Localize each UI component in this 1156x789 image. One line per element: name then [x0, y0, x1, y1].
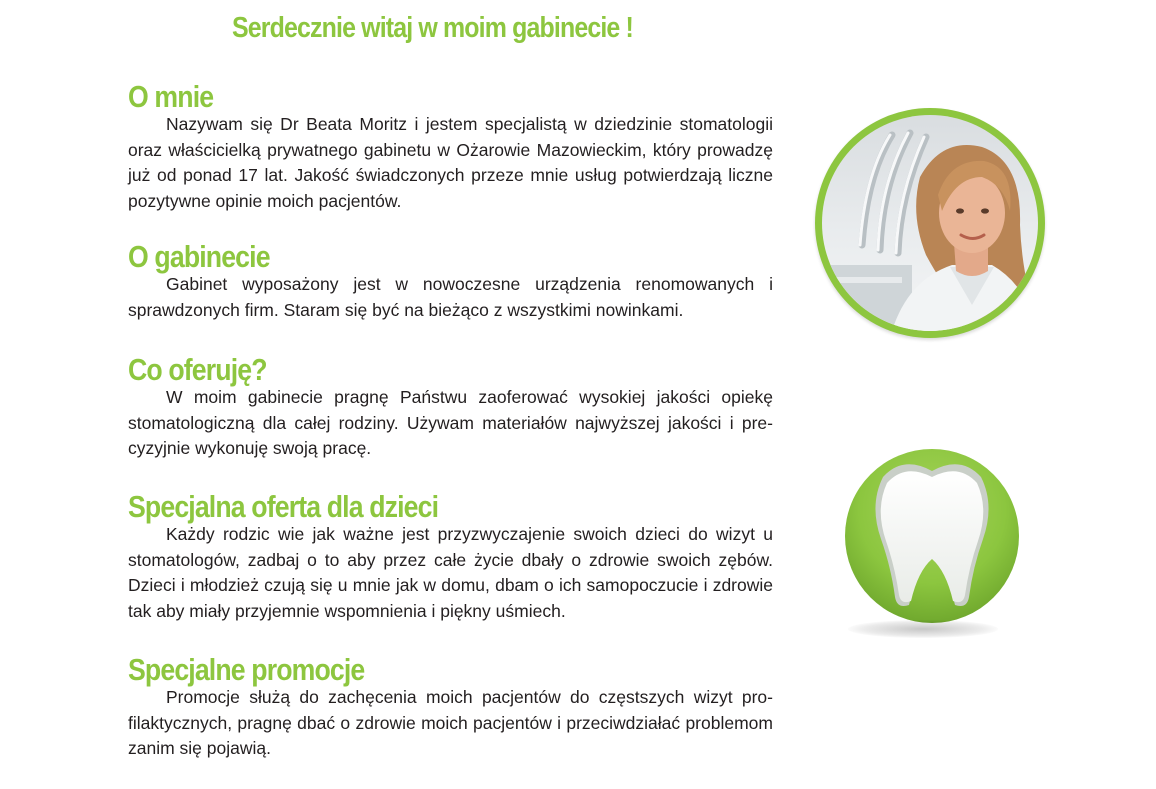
- section-text-about: Nazywam się Dr Beata Moritz i jestem specjalistą w dziedzinie stomatologii oraz właścicielką prywatnego gabinetu w Ożarowie Mazowieckim, który prowadzę już od ponad 17 lat. Jakość świadczonych przeze mnie usług potwierdzają liczne pozytywne opinie moich pacjentów.: [128, 114, 773, 211]
- section-offer: [128, 352, 773, 462]
- section-office: [128, 239, 773, 323]
- tooth-icon: [843, 447, 1021, 625]
- section-kids-offer: [128, 489, 773, 624]
- dentist-portrait-illustration: [822, 115, 1038, 331]
- section-heading-about: O mnie: [128, 79, 214, 114]
- tooth-badge-shadow: [848, 620, 998, 638]
- section-text-kids-offer: Każdy rodzic wie jak ważne jest przyzwyczajenie swoich dzieci do wizyt u stomatologów, zadbaj o to aby przez całe życie dbały o zdrowie swoich zębów. Dzieci i młodzież czują się u mnie jak w domu, dbam o ich samopoczucie i zdrowie tak aby miały przyjemnie wspomnienia i piękny uśmiech.: [128, 524, 773, 621]
- section-about: [128, 79, 773, 214]
- section-text-promotions: Promocje służą do zachęcenia moich pacjentów do częstszych wizyt profilaktycznych, pragnę dbać o zdrowie moich pacjentów i przeciwdziałać problemom zanim się pojawią.: [128, 687, 773, 758]
- section-text-offer: W moim gabinecie pragnę Państwu zaoferować wysokiej jakości opiekę stomatologiczną dla całej rodziny. Używam materiałów najwyższej jakości i precyzyjnie wykonuję swoją pracę.: [128, 387, 773, 458]
- section-text-office: Gabinet wyposażony jest w nowoczesne urządzenia renomowanych i sprawdzonych firm. Staram się być na bieżąco z wszystkimi nowinkami.: [128, 274, 773, 320]
- section-heading-kids-offer: Specjalna oferta dla dzieci: [128, 489, 439, 524]
- section-promotions: [128, 652, 773, 762]
- section-heading-promotions: Specjalne promocje: [128, 652, 365, 687]
- dentist-portrait-photo: [822, 115, 1038, 331]
- section-heading-offer: Co oferuję?: [128, 352, 267, 387]
- section-heading-office: O gabinecie: [128, 239, 270, 274]
- page-title: Serdecznie witaj w moim gabinecie !: [232, 12, 633, 44]
- tooth-badge: [843, 447, 1021, 625]
- dentist-portrait: [815, 108, 1045, 338]
